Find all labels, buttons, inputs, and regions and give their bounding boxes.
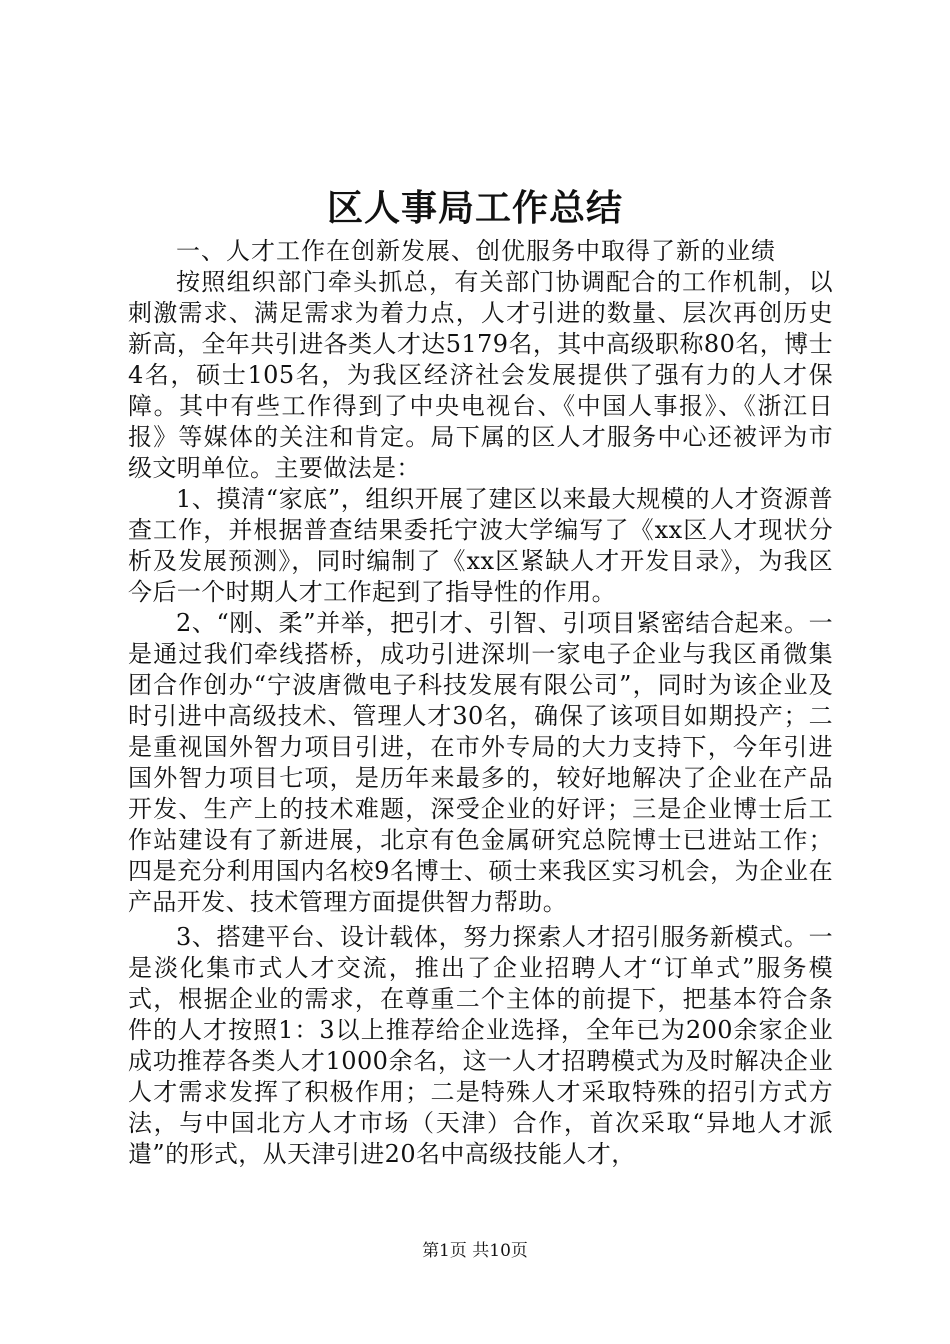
page-number-footer: 第1页 共10页: [422, 1241, 528, 1261]
document-title: 区人事局工作总结: [326, 187, 623, 229]
section-heading: 一、人才工作在创新发展、创优服务中取得了新的业绩: [176, 237, 776, 265]
document-body: [128, 236, 833, 1170]
paragraph-item-3: 3、搭建平台、设计载体，努力探索人才招引服务新模式。一是淡化集市式人才交流，推出了企业招聘人才“订单式”服务模式，根据企业的需求，在尊重二个主体的前提下，把基本符合条件的人才按照1：3以上推荐给企业选择，全年已为200余家企业成功推荐各类人才1000余名，这一人才招聘模式为及时解决企业人才需求发挥了积极作用；二是特殊人才采取特殊的招引方式方法，与中国北方人才市场（天津）合作，首次采取“异地人才派遣”的形式，从天津引进20名中高级技能人才，: [128, 923, 833, 1168]
paragraph-item-1: 1、摸清“家底”，组织开展了建区以来最大规模的人才资源普查工作，并根据普查结果委托宁波大学编写了《xx区人才现状分析及发展预测》，同时编制了《xx区紧缺人才开发目录》，为我区今后一个时期人才工作起到了指导性的作用。: [128, 485, 833, 606]
paragraph-item-2: 2、“刚、柔”并举，把引才、引智、引项目紧密结合起来。一是通过我们牵线搭桥，成功引进深圳一家电子企业与我区甬微集团合作创办“宁波唐微电子科技发展有限公司”，同时为该企业及时引进中高级技术、管理人才30名，确保了该项目如期投产；二是重视国外智力项目引进，在市外专局的大力支持下，今年引进国外智力项目七项，是历年来最多的，较好地解决了企业在产品开发、生产上的技术难题，深受企业的好评；三是企业博士后工作站建设有了新进展，北京有色金属研究总院博士已进站工作；四是充分利用国内名校9名博士、硕士来我区实习机会，为企业在产品开发、技术管理方面提供智力帮助。: [128, 609, 833, 916]
paragraph-intro: 按照组织部门牵头抓总，有关部门协调配合的工作机制，以刺激需求、满足需求为着力点，人才引进的数量、层次再创历史新高，全年共引进各类人才达5179名，其中高级职称80名，博士4名，硕士105名，为我区经济社会发展提供了强有力的人才保障。其中有些工作得到了中央电视台、《中国人事报》、《浙江日报》等媒体的关注和肯定。局下属的区人才服务中心还被评为市级文明单位。主要做法是：: [128, 268, 833, 482]
